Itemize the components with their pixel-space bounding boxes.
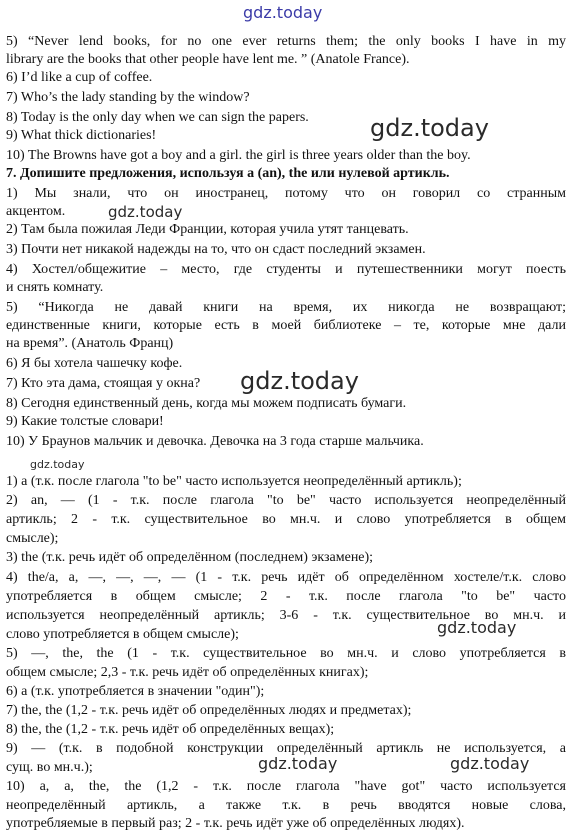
text-line: 2) Там была пожилая Леди Франции, которая учила утят танцевать. (6, 222, 409, 237)
answer-line: 5) —, the, the (1 - т.к. существительное во мн.ч. и слово употребляется в (6, 646, 566, 661)
watermark-top: gdz.today (243, 3, 323, 22)
text-line: 8) Today is the only day when we can sign the papers. (6, 110, 309, 125)
watermark: gdz.today (30, 458, 85, 471)
text-line: 5) “Никогда не давай книги на время, их никогда не возвращают; (6, 300, 566, 315)
answer-line: слово употребляется в общем смысле); (6, 627, 239, 642)
answer-line: употребляется в общем смысле; 2 - т.к. после глагола "to be" часто (6, 589, 566, 604)
text-line: и снять комнату. (6, 280, 104, 295)
answer-line: 9) — (т.к. в подобной конструкции определённый артикль не используется, а (6, 741, 566, 756)
answer-line: используется неопределённый артикль; 3-6 - т.к. существительное во мн.ч. и (6, 608, 566, 623)
text-line: 4) Хостел/общежитие – место, где студенты и путешественники могут поесть (6, 262, 566, 277)
text-line: 5) “Never lend books, for no one ever returns them; the only books I have in my (6, 34, 566, 49)
text-line: 8) Сегодня единственный день, когда мы можем подписать бумаги. (6, 396, 407, 411)
text-line: 9) What thick dictionaries! (6, 128, 157, 143)
answer-line: 2) an, — (1 - т.к. после глагола "to be" часто используется неопределённый (6, 493, 566, 508)
text-line: единственные книги, которые есть в моей библиотеке – те, которые мне дали (6, 318, 566, 333)
text-line: 9) Какие толстые словари! (6, 414, 164, 429)
answer-line: 8) the, the (1,2 - т.к. речь идёт об определённых вещах); (6, 722, 335, 737)
answer-line: 1) a (т.к. после глагола "to be" часто используется неопределённый артикль); (6, 474, 462, 489)
text-line: на время”. (Анатоль Франц) (6, 336, 174, 351)
watermark: gdz.today (108, 203, 183, 221)
watermark: gdz.today (450, 754, 530, 773)
text-line: library are the books that other people have lent me. ” (Anatole France). (6, 52, 410, 67)
text-line: 7) Кто эта дама, стоящая у окна? (6, 376, 201, 391)
answer-line: сущ. во мн.ч.); (6, 760, 93, 775)
answer-line: 10) a, a, the, the (1,2 - т.к. после глагола "have got" часто используется (6, 779, 566, 794)
watermark: gdz.today (240, 367, 359, 395)
answer-line: 6) a (т.к. употребляется в значении "один"); (6, 684, 265, 699)
answer-line: употребляемые в первый раз; 2 - т.к. речь идёт уже об определённых людях). (6, 816, 465, 831)
text-line: акцентом. (6, 204, 66, 219)
answer-line: артикль; 2 - т.к. существительное во мн.ч. и слово употребляется в общем (6, 512, 566, 527)
answer-line: 7) the, the (1,2 - т.к. речь идёт об определённых людях и предметах); (6, 703, 412, 718)
text-line: 6) I’d like a cup of coffee. (6, 70, 153, 85)
text-line: 7) Who’s the lady standing by the window? (6, 90, 250, 105)
watermark: gdz.today (258, 754, 338, 773)
answer-line: 4) the/a, a, —, —, —, — (1 - т.к. речь идёт об определённом хостеле/т.к. слово (6, 570, 566, 585)
text-line: 3) Почти нет никакой надежды на то, что он сдаст последний экзамен. (6, 242, 426, 257)
text-line: 10) У Браунов мальчик и девочка. Девочка на 3 года старше мальчика. (6, 434, 424, 449)
text-line: 6) Я бы хотела чашечку кофе. (6, 356, 183, 371)
answer-line: смысле); (6, 531, 59, 546)
watermark: gdz.today (437, 618, 517, 637)
text-line: 10) The Browns have got a boy and a girl. the girl is three years older than the boy. (6, 148, 471, 163)
answer-line: 3) the (т.к. речь идёт об определённом (последнем) экзамене); (6, 550, 374, 565)
text-line: 1) Мы знали, что он иностранец, потому что он говорил со странным (6, 186, 566, 201)
watermark: gdz.today (370, 114, 489, 142)
answer-line: неопределённый артикль, а также т.к. в речь вводятся новые слова, (6, 798, 566, 813)
task-heading: 7. Допишите предложения, используя a (an), the или нулевой артикль. (6, 166, 450, 181)
answer-line: общем смысле; 2,3 - т.к. речь идёт об определённых книгах); (6, 665, 369, 680)
